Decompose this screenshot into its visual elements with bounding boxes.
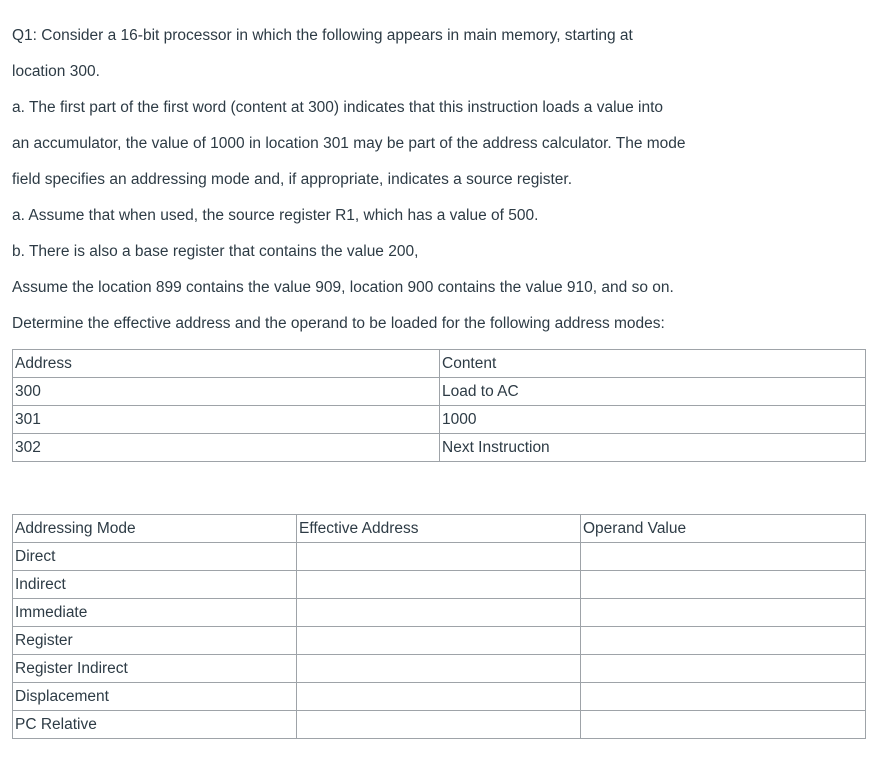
- address-cell: 302: [13, 434, 440, 462]
- question-line-8: Assume the location 899 contains the value 909, location 900 contains the value 910, and so on.: [12, 279, 674, 296]
- mode-cell: Direct: [13, 543, 297, 571]
- question-line-2: location 300.: [12, 63, 100, 80]
- question-line-6: a. Assume that when used, the source register R1, which has a value of 500.: [12, 207, 539, 224]
- question-line-7: b. There is also a base register that contains the value 200,: [12, 243, 419, 260]
- content-cell: 1000: [440, 406, 866, 434]
- operand-value-cell: [581, 543, 866, 571]
- operand-value-cell: [581, 627, 866, 655]
- effective-address-cell: [297, 683, 581, 711]
- header-address: Address: [13, 350, 440, 378]
- mode-cell: Register Indirect: [13, 655, 297, 683]
- mode-cell: Displacement: [13, 683, 297, 711]
- question-line-1: Q1: Consider a 16-bit processor in which the following appears in main memory, starting at: [12, 27, 633, 44]
- operand-value-cell: [581, 683, 866, 711]
- address-cell: 300: [13, 378, 440, 406]
- mode-cell: Immediate: [13, 599, 297, 627]
- effective-address-cell: [297, 627, 581, 655]
- table-header-row: [13, 515, 866, 543]
- mode-cell: PC Relative: [13, 711, 297, 739]
- table-row: [13, 599, 866, 627]
- content-cell: Next Instruction: [440, 434, 866, 462]
- effective-address-cell: [297, 655, 581, 683]
- table-row: [13, 406, 866, 434]
- header-effective-address: Effective Address: [297, 515, 581, 543]
- effective-address-cell: [297, 543, 581, 571]
- memory-table: [12, 349, 866, 462]
- question-line-9: Determine the effective address and the operand to be loaded for the following address modes:: [12, 315, 665, 332]
- question-line-3: a. The first part of the first word (content at 300) indicates that this instruction loads a value into: [12, 99, 664, 116]
- table-row: [13, 434, 866, 462]
- table-row: [13, 378, 866, 406]
- table-row: [13, 571, 866, 599]
- operand-value-cell: [581, 571, 866, 599]
- effective-address-cell: [297, 599, 581, 627]
- effective-address-cell: [297, 711, 581, 739]
- addressing-modes-table: [12, 514, 866, 739]
- effective-address-cell: [297, 571, 581, 599]
- question-line-5: field specifies an addressing mode and, if appropriate, indicates a source register.: [12, 171, 573, 188]
- table-row: [13, 711, 866, 739]
- table-header-row: [13, 350, 866, 378]
- header-addressing-mode: Addressing Mode: [13, 515, 297, 543]
- table-row: [13, 627, 866, 655]
- table-row: [13, 543, 866, 571]
- mode-cell: Register: [13, 627, 297, 655]
- table-row: [13, 655, 866, 683]
- operand-value-cell: [581, 655, 866, 683]
- table-row: [13, 683, 866, 711]
- header-operand-value: Operand Value: [581, 515, 866, 543]
- mode-cell: Indirect: [13, 571, 297, 599]
- content-cell: Load to AC: [440, 378, 866, 406]
- question-line-4: an accumulator, the value of 1000 in location 301 may be part of the address calculator. The mode: [12, 135, 686, 152]
- address-cell: 301: [13, 406, 440, 434]
- header-content: Content: [440, 350, 866, 378]
- operand-value-cell: [581, 711, 866, 739]
- operand-value-cell: [581, 599, 866, 627]
